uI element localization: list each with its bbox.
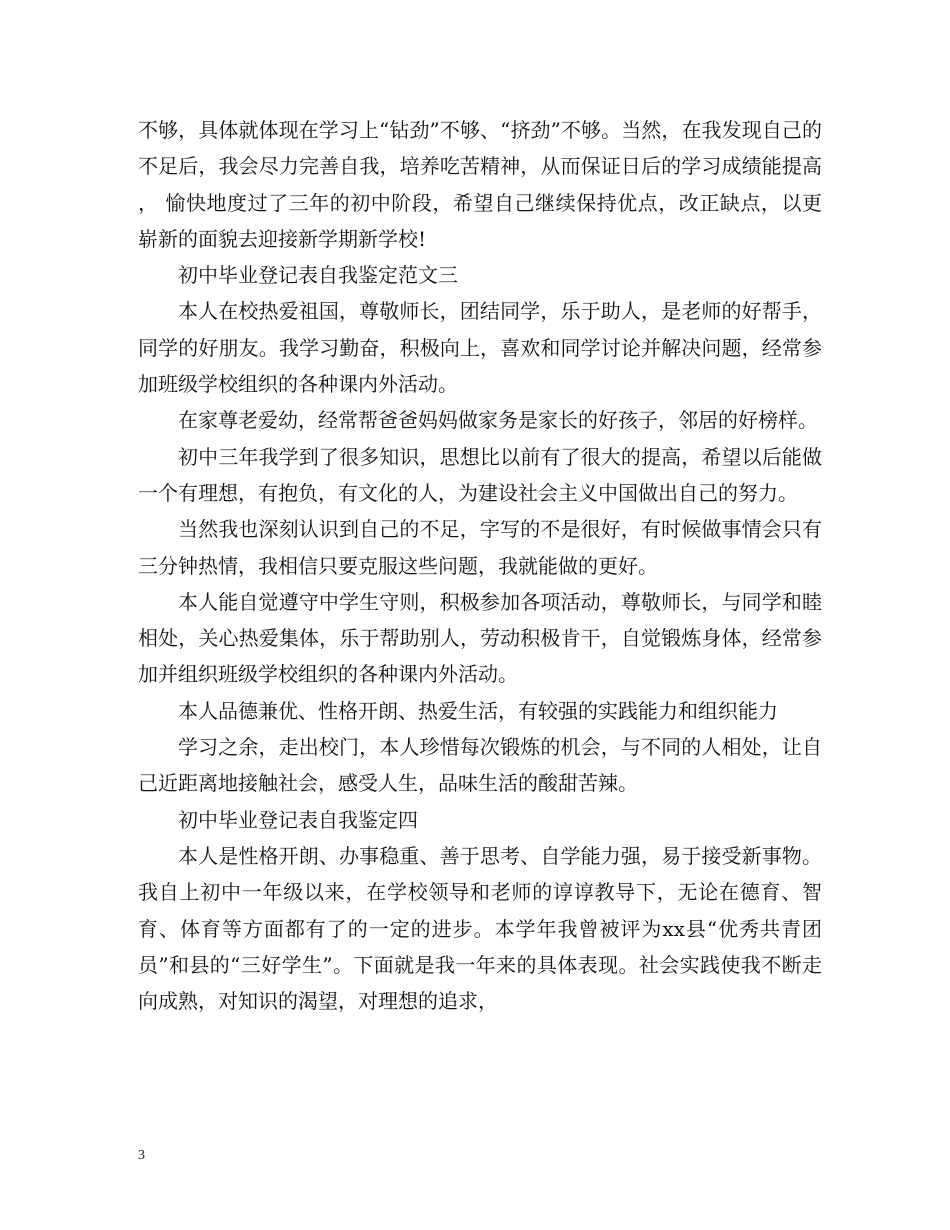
paragraph-1: 不够，具体就体现在学习上“钻劲”不够、“挤劲”不够。当然，在我发现自己的不足后，我会尽力完善自我，培养吃苦精神，从而保证日后的学习成绩能提高 ， 愉快地度过了三年的初中阶段，希望自己继续保持优点，改正缺点，以更崭新的面貌去迎接新学期新学校! [138,118,822,251]
document-body [138,112,822,1019]
paragraph-6: 当然我也深刻认识到自己的不足，字写的不是很好，有时候做事情会只有三分钟热情，我相信只要克服这些问题，我就能做的更好。 [138,517,822,578]
paragraph-5: 初中三年我学到了很多知识，思想比以前有了很大的提高，希望以后能做一个有理想，有抱负，有文化的人，为建设社会主义中国做出自己的努力。 [138,444,822,505]
page-number: 3 [138,1148,145,1163]
section-heading-3: 初中毕业登记表自我鉴定范文三 [178,263,458,288]
paragraph-4: 在家尊老爱幼，经常帮爸爸妈妈做家务是家长的好孩子，邻居的好榜样。 [178,408,818,433]
paragraph-11: 本人是性格开朗、办事稳重、善于思考、自学能力强，易于接受新事物。我自上初中一年级以来，在学校领导和老师的谆谆教导下，无论在德育、智育、体育等方面都有了的一定的进步。本学年我曾被评为xx县“优秀共青团员”和县的“三好学生”。下面就是我一年来的具体表现。社会实践使我不断走向成熟，对知识的渴望，对理想的追求， [138,843,822,1014]
paragraph-9: 学习之余，走出校门，本人珍惜每次锻炼的机会，与不同的人相处，让自己近距离地接触社会，感受人生，品味生活的酸甜苦辣。 [138,735,822,796]
section-heading-4: 初中毕业登记表自我鉴定四 [178,807,418,832]
paragraph-3: 本人在校热爱祖国，尊敬师长，团结同学，乐于助人，是老师的好帮手，同学的好朋友。我学习勤奋，积极向上，喜欢和同学讨论并解决问题，经常参加班级学校组织的各种课内外活动。 [138,299,822,397]
paragraph-7: 本人能自觉遵守中学生守则，积极参加各项活动，尊敬师长，与同学和睦相处，关心热爱集体，乐于帮助别人，劳动积极肯干，自觉锻炼身体，经常参加并组织班级学校组织的各种课内外活动。 [138,589,822,687]
paragraph-8: 本人品德兼优、性格开朗、热爱生活，有较强的实践能力和组织能力 [178,698,778,723]
